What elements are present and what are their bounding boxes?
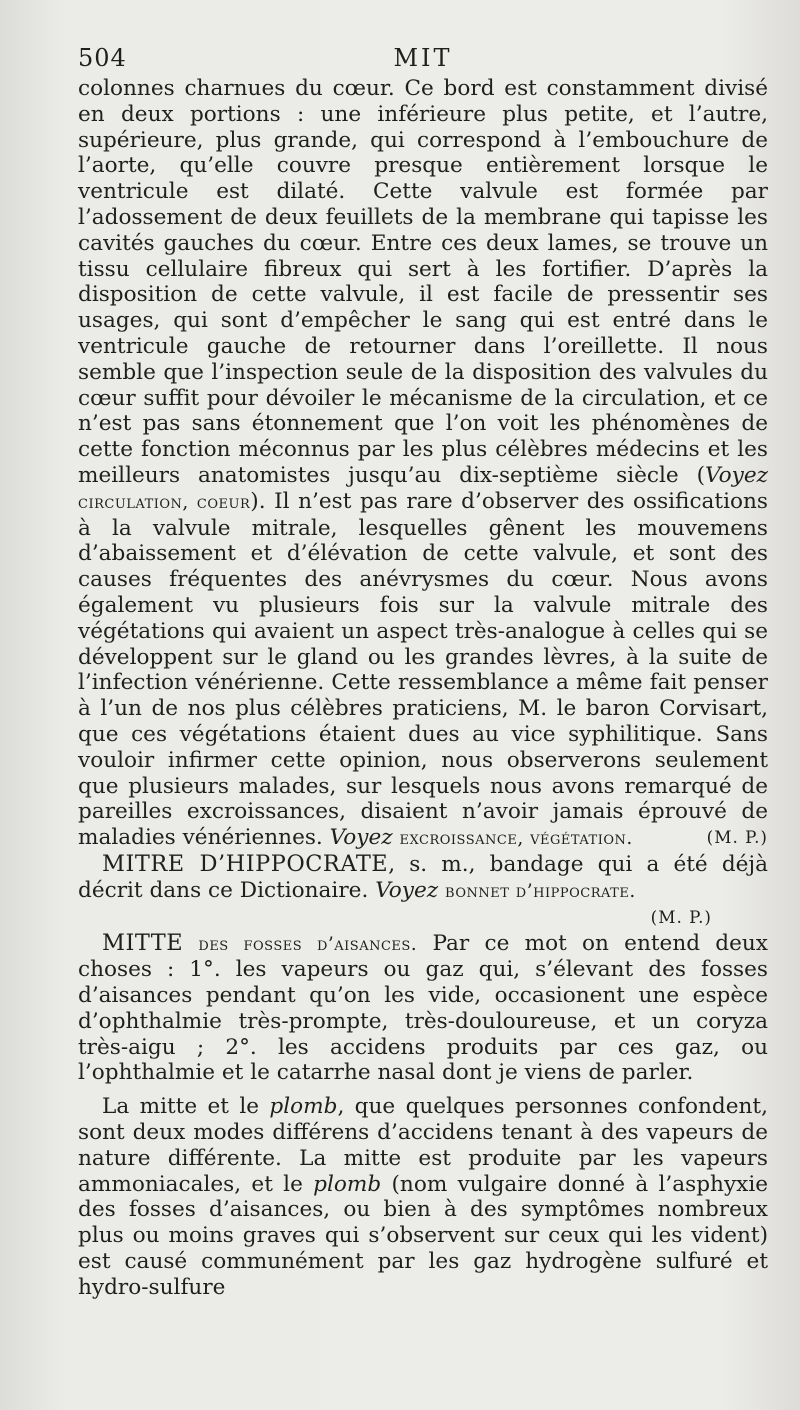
voyez-1: Voyez bbox=[705, 462, 768, 488]
attribution-1: (M. P.) bbox=[706, 827, 768, 848]
page-number: 504 bbox=[78, 44, 127, 72]
cross-reference-2: excroissance, végétation. bbox=[399, 828, 633, 850]
running-head: MIT bbox=[393, 44, 453, 72]
mitre-entry bbox=[78, 852, 768, 905]
mitte-p2-part-2: , que quelques personnes confondent, sont deux modes différens d’accidens tenant à des vapeurs de nature différente. La mitte est produite par les vapeurs ammoniacales, et le bbox=[78, 1094, 768, 1197]
mitte-headword: MITTE bbox=[102, 929, 184, 956]
mitte-subhead: des fosses d’aisances. bbox=[198, 933, 418, 955]
mitrale-continuation-paragraph bbox=[78, 76, 768, 852]
cross-reference-1: circulation, coeur bbox=[78, 491, 251, 513]
voyez-2: Voyez bbox=[329, 825, 393, 851]
mitrale-text-1: colonnes charnues du cœur. Ce bord est constamment divisé en deux portions : une inférieure plus petite, et l’autre, supérieure, plus grande, qui correspond à l’embouchure de l’aorte, qu’elle couvre presque entièrement lorsque le ventricule est dilaté. Cette valvule est formée par l’adossement de deux feuillets de la membrane qui tapisse les cavités gauches du cœur. Entre ces deux lames, se trouve un tissu cellulaire fibreux qui sert à les fortifier. D’après la disposition de cette valvule, il est facile de pressentir ses usages, qui sont d’empêcher le sang qui est entré dans le ventricule gauche de retourner dans l’oreillette. Il nous semble que l’inspection seule de la disposition des valvules du cœur suffit pour dévoiler le mécanisme de la circulation, et ce n’est pas sans étonnement que l’on voit les phénomènes de cette fonction méconnus par les plus célèbres médecins et les meilleurs anatomistes jusqu’au dix-septième siècle ( bbox=[78, 76, 768, 488]
mitre-cross-reference: bonnet d’hippocrate. bbox=[445, 880, 636, 902]
mitrale-text-2: ). Il n’est pas rare d’observer des ossifications à la valvule mitrale, lesquelles gênent les mouvemens d’abaissement et d’élévation de cette valvule, et sont des causes fréquentes des anévrysmes du cœur. Nous avons également vu plusieurs fois sur la valvule mitrale des végétations qui avaient un aspect très-analogue à celles qui se développent sur le gland ou les grandes lèvres, à la suite de l’infection vénérienne. Cette ressemblance a même fait penser à l’un de nos plus célèbres praticiens, M. le baron Corvisart, que ces végétations étaient dues au vice syphilitique. Sans vouloir infirmer cette opinion, nous observerons seulement que plusieurs malades, sur lesquels nous avons remarqué de pareilles excroissances, disaient n’avoir jamais éprouvé de maladies vénériennes. bbox=[78, 488, 768, 851]
mitre-headword: MITRE D’HIPPOCRATE bbox=[102, 850, 389, 877]
plomb-term-2: plomb bbox=[313, 1171, 382, 1197]
mitte-text: Par ce mot on entend deux choses : 1°. les vapeurs ou gaz qui, s’élevant des fosses d’aisances pendant qu’on les vide, occasionent une espèce d’ophthalmie très-prompte, très-douloureuse, et un coryza très-aigu ; 2°. les accidens produits par ces gaz, ou l’ophthalmie et le catarrhe nasal dont je viens de parler. bbox=[78, 930, 768, 1086]
mitte-p2-part-1: La mitte et le bbox=[102, 1094, 270, 1120]
page-body bbox=[78, 76, 768, 1301]
mitte-entry bbox=[78, 931, 768, 1087]
mitte-paragraph-2 bbox=[78, 1094, 768, 1300]
mitre-voyez: Voyez bbox=[375, 877, 439, 903]
mitte-p2-part-3: (nom vulgaire donné à l’asphyxie des fosses d’aisances, ou bien à des symptômes nombreux plus ou moins graves qui s’observent sur ceux qui les vident) est causé communément par les gaz hydrogène sulfuré et hydro-sulfure bbox=[78, 1171, 769, 1300]
attribution-2: (M. P.) bbox=[650, 906, 712, 927]
plomb-term-1: plomb bbox=[269, 1094, 338, 1120]
mitre-definition: , s. m., bandage qui a été déjà décrit dans ce Dictionaire. bbox=[78, 851, 769, 903]
page-header bbox=[78, 44, 768, 80]
